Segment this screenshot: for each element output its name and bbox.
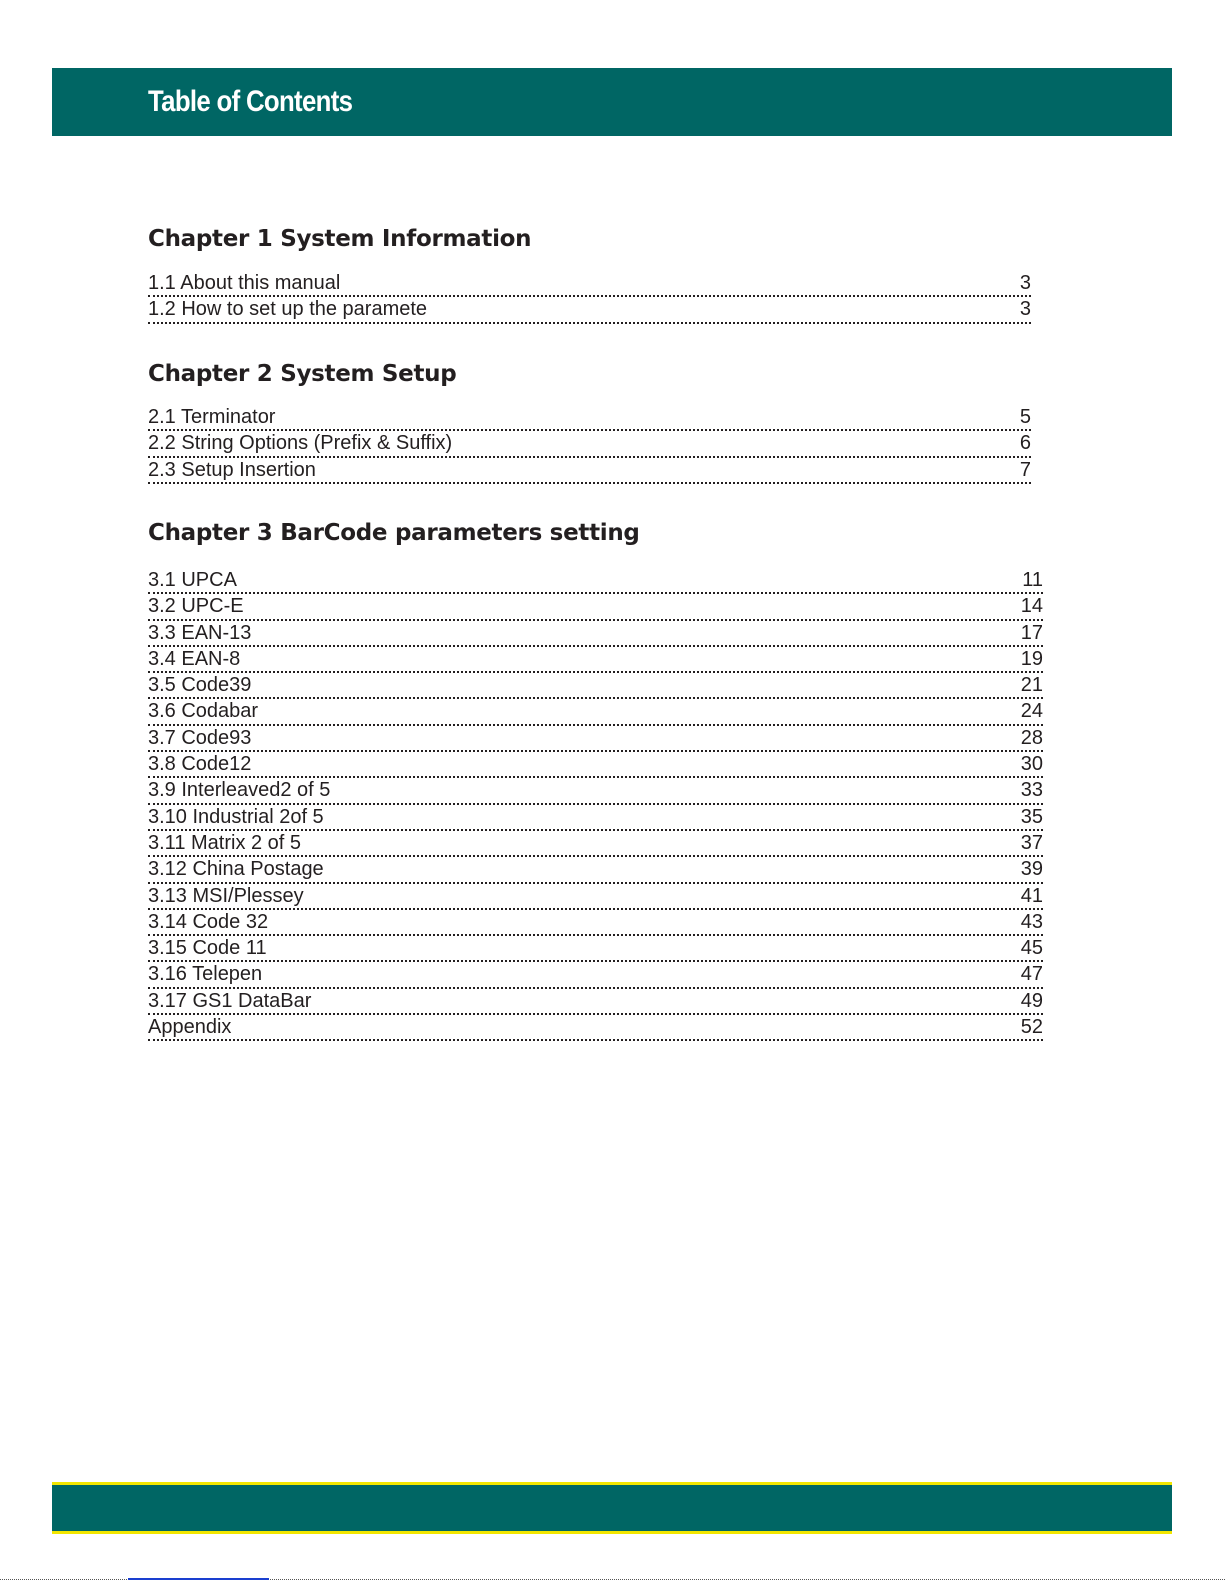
- page-title: Table of Contents: [148, 85, 353, 118]
- toc-entry-page-number: 35: [1020, 805, 1043, 828]
- toc-entry[interactable]: [148, 885, 1043, 911]
- toc-entry-page-number: 39: [1020, 858, 1043, 881]
- toc-entry-title: 3.14 Code 32: [148, 910, 269, 933]
- toc-entry[interactable]: [148, 298, 1031, 324]
- toc-entry-title: 2.1 Terminator: [148, 406, 276, 428]
- chapter-3-section: [148, 520, 1043, 1042]
- toc-entry-title: 2.3 Setup Insertion: [148, 458, 316, 481]
- toc-entry-title: 3.17 GS1 DataBar: [148, 989, 312, 1012]
- toc-entry[interactable]: [148, 432, 1031, 458]
- chapter-2-section: [148, 361, 1031, 485]
- toc-entry-title: 2.2 String Options (Prefix & Suffix): [148, 432, 453, 455]
- toc-entry-title: 3.6 Codabar: [148, 700, 259, 723]
- toc-entry-page-number: 49: [1020, 989, 1043, 1012]
- toc-entry-title: 3.8 Code12: [148, 753, 252, 776]
- toc-entry[interactable]: [148, 648, 1043, 674]
- toc-entry-page-number: 3: [1019, 272, 1031, 294]
- toc-entry[interactable]: [148, 727, 1043, 753]
- toc-entry-title: 3.2 UPC-E: [148, 595, 244, 618]
- toc-entry[interactable]: [148, 911, 1043, 937]
- toc-entry[interactable]: [148, 779, 1043, 805]
- toc-entry[interactable]: [148, 937, 1043, 963]
- toc-entry-page-number: 52: [1020, 1016, 1043, 1039]
- toc-entry[interactable]: [148, 622, 1043, 648]
- toc-entry[interactable]: [148, 459, 1031, 485]
- toc-entry-page-number: 7: [1019, 458, 1031, 481]
- toc-entry-title: 3.1 UPCA: [148, 569, 237, 591]
- toc-entry[interactable]: [148, 569, 1043, 595]
- toc-entry-title: Appendix: [148, 1016, 232, 1039]
- toc-entry-page-number: 24: [1020, 700, 1043, 723]
- toc-entry[interactable]: [148, 753, 1043, 779]
- toc-entry-title: 3.15 Code 11: [148, 937, 267, 960]
- toc-entry-title: 3.11 Matrix 2 of 5: [148, 831, 302, 854]
- toc-entry[interactable]: [148, 1016, 1043, 1042]
- toc-entry-page-number: 47: [1020, 963, 1043, 986]
- toc-entry-page-number: 45: [1020, 937, 1043, 960]
- toc-entry-page-number: 41: [1020, 884, 1043, 907]
- toc-entry-title: 3.5 Code39: [148, 674, 252, 697]
- toc-entry[interactable]: [148, 674, 1043, 700]
- toc-entry-title: 3.10 Industrial 2of 5: [148, 805, 324, 828]
- toc-entry-page-number: 21: [1020, 674, 1043, 697]
- toc-entry-page-number: 17: [1020, 621, 1043, 644]
- toc-entry[interactable]: [148, 272, 1031, 298]
- toc-entry-title: 3.7 Code93: [148, 726, 252, 749]
- toc-entry-title: 3.3 EAN-13: [148, 621, 252, 644]
- toc-entry-page-number: 11: [1022, 569, 1043, 591]
- toc-entry-title: 3.16 Telepen: [148, 963, 263, 986]
- toc-entry[interactable]: [148, 806, 1043, 832]
- toc-entry-title: 1.1 About this manual: [148, 272, 341, 294]
- toc-list: [148, 406, 1031, 485]
- link-underline-mark: [128, 1578, 269, 1580]
- toc-entry[interactable]: [148, 963, 1043, 989]
- toc-list: [148, 569, 1043, 1042]
- chapter-heading: Chapter 3 BarCode parameters setting: [148, 520, 640, 546]
- chapter-heading: Chapter 1 System Information: [148, 226, 532, 252]
- toc-entry-page-number: 5: [1019, 406, 1031, 428]
- toc-entry-page-number: 3: [1019, 298, 1031, 321]
- toc-entry[interactable]: [148, 595, 1043, 621]
- toc-list: [148, 272, 1031, 325]
- toc-entry-page-number: 14: [1020, 595, 1043, 618]
- toc-entry-page-number: 6: [1019, 432, 1031, 455]
- toc-entry[interactable]: [148, 406, 1031, 432]
- toc-entry[interactable]: [148, 858, 1043, 884]
- toc-entry-page-number: 37: [1020, 831, 1043, 854]
- header-bar: [52, 68, 1172, 136]
- footer-bar: [52, 1482, 1172, 1534]
- toc-entry-title: 3.4 EAN-8: [148, 647, 241, 670]
- toc-entry-page-number: 33: [1020, 779, 1043, 802]
- toc-entry-title: 1.2 How to set up the paramete: [148, 298, 428, 321]
- toc-entry-page-number: 19: [1020, 647, 1043, 670]
- chapter-heading: Chapter 2 System Setup: [148, 361, 457, 387]
- toc-entry-page-number: 30: [1020, 753, 1043, 776]
- toc-entry-title: 3.13 MSI/Plessey: [148, 884, 304, 907]
- chapter-1-section: [148, 226, 1031, 325]
- toc-entry-title: 3.12 China Postage: [148, 858, 324, 881]
- toc-entry-page-number: 28: [1020, 726, 1043, 749]
- toc-entry-title: 3.9 Interleaved2 of 5: [148, 779, 331, 802]
- toc-entry[interactable]: [148, 990, 1043, 1016]
- toc-entry[interactable]: [148, 700, 1043, 726]
- toc-entry-page-number: 43: [1020, 910, 1043, 933]
- toc-entry[interactable]: [148, 832, 1043, 858]
